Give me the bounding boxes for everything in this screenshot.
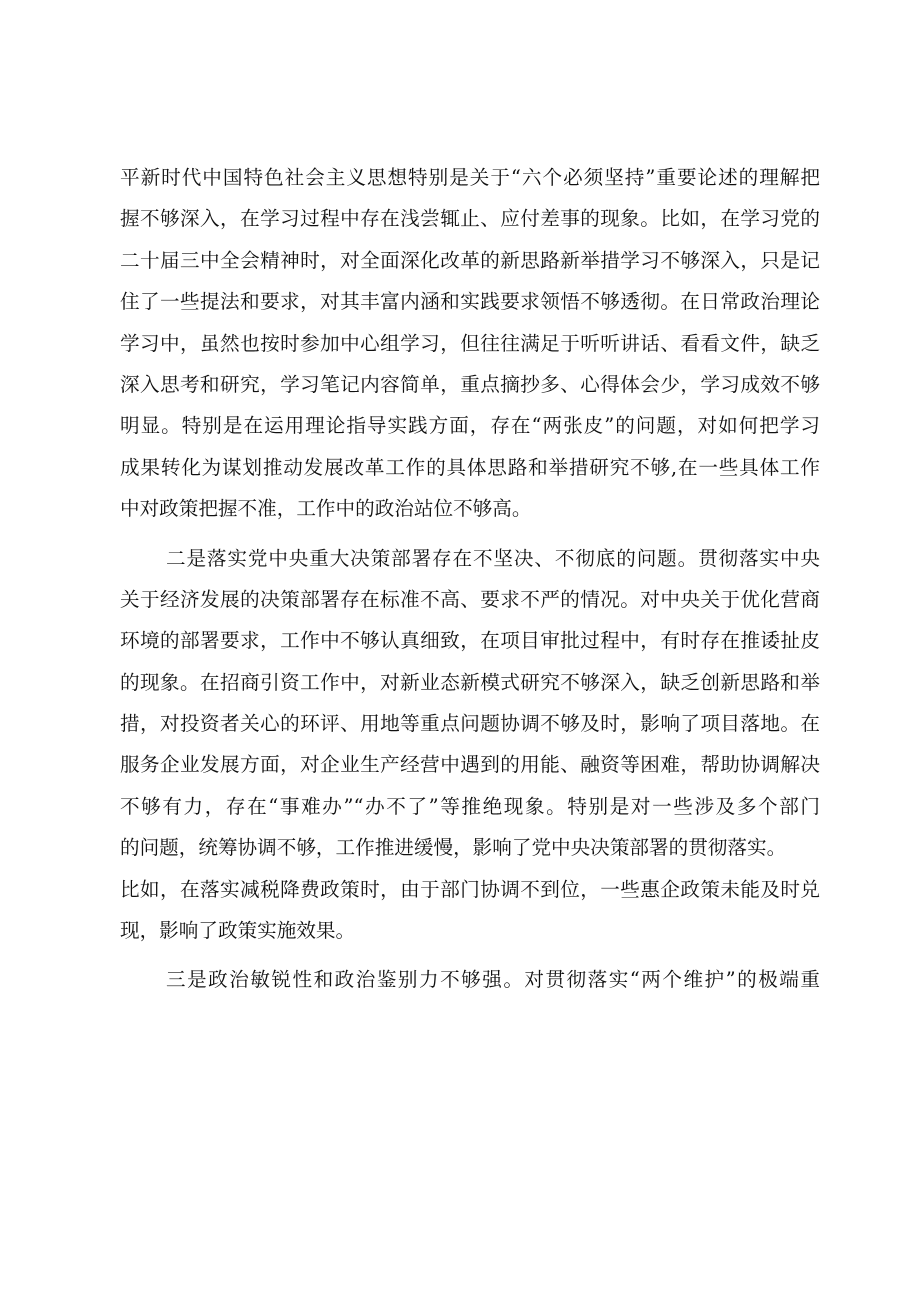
text-line: 成果转化为谋划推动发展改革工作的具体思路和举措研究不够,在一些具体工作 <box>120 455 820 479</box>
text-line: 环境的部署要求，工作中不够认真细致，在项目审批过程中，有时存在推诿扯皮 <box>120 629 820 653</box>
text-line: 明显。特别是在运用理论指导实践方面，存在“两张皮”的问题，对如何把学习 <box>120 414 820 438</box>
document-body <box>120 157 820 1001</box>
text-line: 握不够深入，在学习过程中存在浅尝辄止、应付差事的现象。比如，在学习党的 <box>120 207 820 231</box>
text-line: 三是政治敏锐性和政治鉴别力不够强。对贯彻落实“两个维护”的极端重 <box>166 968 820 992</box>
text-line: 学习中，虽然也按时参加中心组学习，但往往满足于听听讲话、看看文件，缺乏 <box>120 331 820 355</box>
text-line: 平新时代中国特色社会主义思想特别是关于“六个必须坚持”重要论述的理解把 <box>120 166 820 189</box>
paragraph-1 <box>120 157 820 530</box>
text-line: 比如，在落实减税降费政策时，由于部门协调不到位，一些惠企政策未能及时兑 <box>120 877 820 901</box>
text-line: 深入思考和研究，学习笔记内容简单，重点摘抄多、心得体会少，学习成效不够 <box>120 372 820 396</box>
paragraph-2 <box>120 538 820 952</box>
text-line: 的现象。在招商引资工作中，对新业态新模式研究不够深入，缺乏创新思路和举 <box>120 670 820 694</box>
text-line: 二是落实党中央重大决策部署存在不坚决、不彻底的问题。贯彻落实中央 <box>166 546 820 570</box>
text-line: 不够有力，存在“事难办”“办不了”等推绝现象。特别是对一些涉及多个部门 <box>120 794 820 818</box>
text-line: 服务企业发展方面，对企业生产经营中遇到的用能、融资等困难，帮助协调解决 <box>120 753 820 777</box>
text-line: 的问题，统筹协调不够，工作推进缓慢，影响了党中央决策部署的贯彻落实。 <box>120 836 787 860</box>
text-line: 二十届三中全会精神时，对全面深化改革的新思路新举措学习不够深入，只是记 <box>120 248 820 272</box>
paragraph-spacer <box>120 530 820 538</box>
paragraph-3 <box>120 959 820 1000</box>
text-line: 中对政策把握不准，工作中的政治站位不够高。 <box>120 497 532 521</box>
text-line: 关于经济发展的决策部署存在标准不高、要求不严的情况。对中央关于优化营商 <box>120 587 820 611</box>
text-line: 住了一些提法和要求，对其丰富内涵和实践要求领悟不够透彻。在日常政治理论 <box>120 290 820 314</box>
text-line: 措，对投资者关心的环评、用地等重点问题协调不够及时，影响了项目落地。在 <box>120 712 820 736</box>
text-line: 现，影响了政策实施效果。 <box>120 919 356 943</box>
paragraph-spacer <box>120 951 820 959</box>
